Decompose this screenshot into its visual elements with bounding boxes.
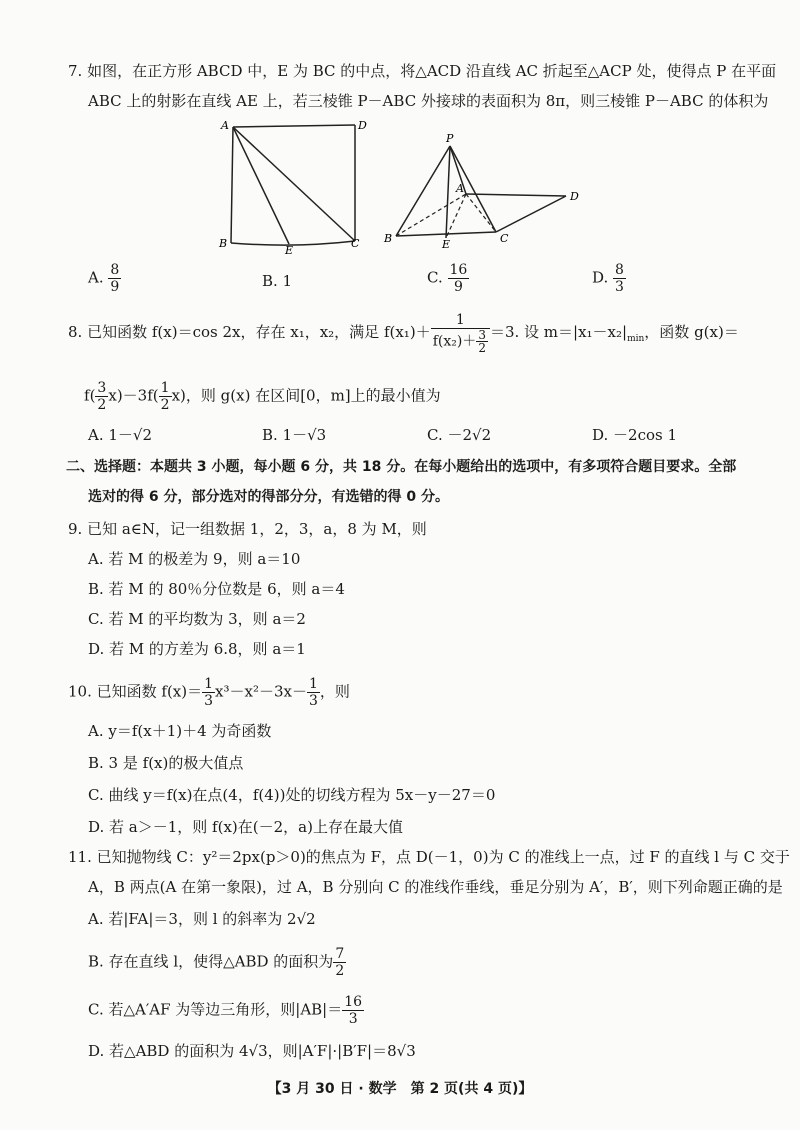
q8-option-d: D. －2cos 1 bbox=[592, 426, 678, 444]
q9-option-c: C. 若 M 的平均数为 3，则 a＝2 bbox=[88, 610, 306, 628]
q10-option-d: D. 若 a＞－1，则 f(x)在(－2，a)上存在最大值 bbox=[88, 818, 403, 836]
q7-option-c: C. $\frac{16}{9}$ bbox=[427, 262, 468, 295]
fig2-label-e: E bbox=[442, 238, 451, 248]
q8-option-a: A. 1－√2 bbox=[88, 426, 153, 444]
q11-stem-line2: A，B 两点(A 在第一象限)，过 A，B 分别向 C 的准线作垂线，垂足分别为 A′，B′，则下列命题正确的是 bbox=[88, 878, 783, 896]
fig2-label-c: C bbox=[500, 232, 509, 245]
q7-option-b: B. 1 bbox=[262, 272, 293, 290]
q9-option-d: D. 若 M 的方差为 6.8，则 a＝1 bbox=[88, 640, 306, 658]
fig2-label-b: B bbox=[384, 232, 393, 245]
q10-option-c: C. 曲线 y＝f(x)在点(4，f(4))处的切线方程为 5x－y－27＝0 bbox=[88, 786, 496, 804]
q8-option-c: C. －2√2 bbox=[427, 426, 492, 444]
fig2-label-a: A bbox=[456, 182, 464, 195]
section2-heading-line1: 二、选择题：本题共 3 小题，每小题 6 分，共 18 分。在每小题给出的选项中，有多项符合题目要求。全部 bbox=[66, 459, 737, 475]
q8-option-b: B. 1－√3 bbox=[262, 426, 327, 444]
q7-option-d: D. $\frac{8}{3}$ bbox=[592, 262, 624, 295]
fig1-label-a: A bbox=[221, 119, 229, 132]
square-figure bbox=[215, 115, 375, 255]
q11-stem-line1: 11. 已知抛物线 C：y²＝2px(p＞0)的焦点为 F，点 D(－1，0)为 C 的准线上一点，过 F 的直线 l 与 C 交于 bbox=[68, 848, 790, 866]
q8-stem-line1: 8. 已知函数 f(x)＝cos 2x，存在 x₁，x₂，满足 f(x₁)＋ 1 f(x₂)＋ $\frac{3}{2}$ ＝3. 设 $m=|x_1-x_2|_{min}$，函数 g(x)＝ bbox=[68, 312, 739, 355]
q11-option-d: D. 若△ABD 的面积为 4√3，则|A′F|·|B′F|＝8√3 bbox=[88, 1042, 416, 1060]
page-footer: 【3 月 30 日 · 数学 第 2 页(共 4 页)】 bbox=[267, 1081, 533, 1097]
q9-stem: 9. 已知 a∈N，记一组数据 1，2，3，a，8 为 M，则 bbox=[68, 520, 427, 538]
fig1-label-b: B bbox=[219, 237, 228, 250]
q11-option-c: C. 若△A′AF 为等边三角形，则|AB|＝ $\frac{16}{3}$ bbox=[88, 994, 363, 1027]
q10-option-a: A. y＝f(x＋1)＋4 为奇函数 bbox=[88, 722, 272, 740]
q11-option-a: A. 若|FA|＝3，则 l 的斜率为 2√2 bbox=[88, 910, 316, 928]
pyramid-figure bbox=[378, 128, 588, 248]
fig2-label-p: P bbox=[446, 132, 454, 145]
q7-stem-line1: 7. 如图，在正方形 ABCD 中，E 为 BC 的中点，将△ACD 沿直线 AC 折起至△ACP 处，使得点 P 在平面 bbox=[68, 62, 777, 80]
q8-stem-line2: f( $\frac{3}{2}$ x)－3f( $\frac{1}{2}$ x)，则 g(x) 在区间[0，m]上的最小值为 bbox=[84, 380, 441, 413]
q7-stem-line2: ABC 上的射影在直线 AE 上，若三棱锥 P－ABC 外接球的表面积为 8π，则三棱锥 P－ABC 的体积为 bbox=[88, 92, 769, 110]
q10-stem: 10. 已知函数 f(x)＝ $\frac{1}{3}$ x³－x²－3x－ $\frac{1}{3}$ ，则 bbox=[68, 676, 350, 709]
q9-option-b: B. 若 M 的 80％分位数是 6，则 a＝4 bbox=[88, 580, 345, 598]
q10-option-b: B. 3 是 f(x)的极大值点 bbox=[88, 754, 244, 772]
fig2-label-d: D bbox=[570, 190, 579, 203]
fig1-label-d: D bbox=[358, 119, 367, 132]
fig1-label-e: E bbox=[285, 244, 294, 255]
q9-option-a: A. 若 M 的极差为 9，则 a＝10 bbox=[88, 550, 301, 568]
q7-option-a: A. $\frac{8}{9}$ bbox=[88, 262, 120, 295]
fig1-label-c: C bbox=[351, 237, 360, 250]
section2-heading-line2: 选对的得 6 分，部分选对的得部分分，有选错的得 0 分。 bbox=[88, 489, 449, 505]
q11-option-b: B. 存在直线 l，使得△ABD 的面积为 $\frac{7}{2}$ bbox=[88, 946, 345, 979]
